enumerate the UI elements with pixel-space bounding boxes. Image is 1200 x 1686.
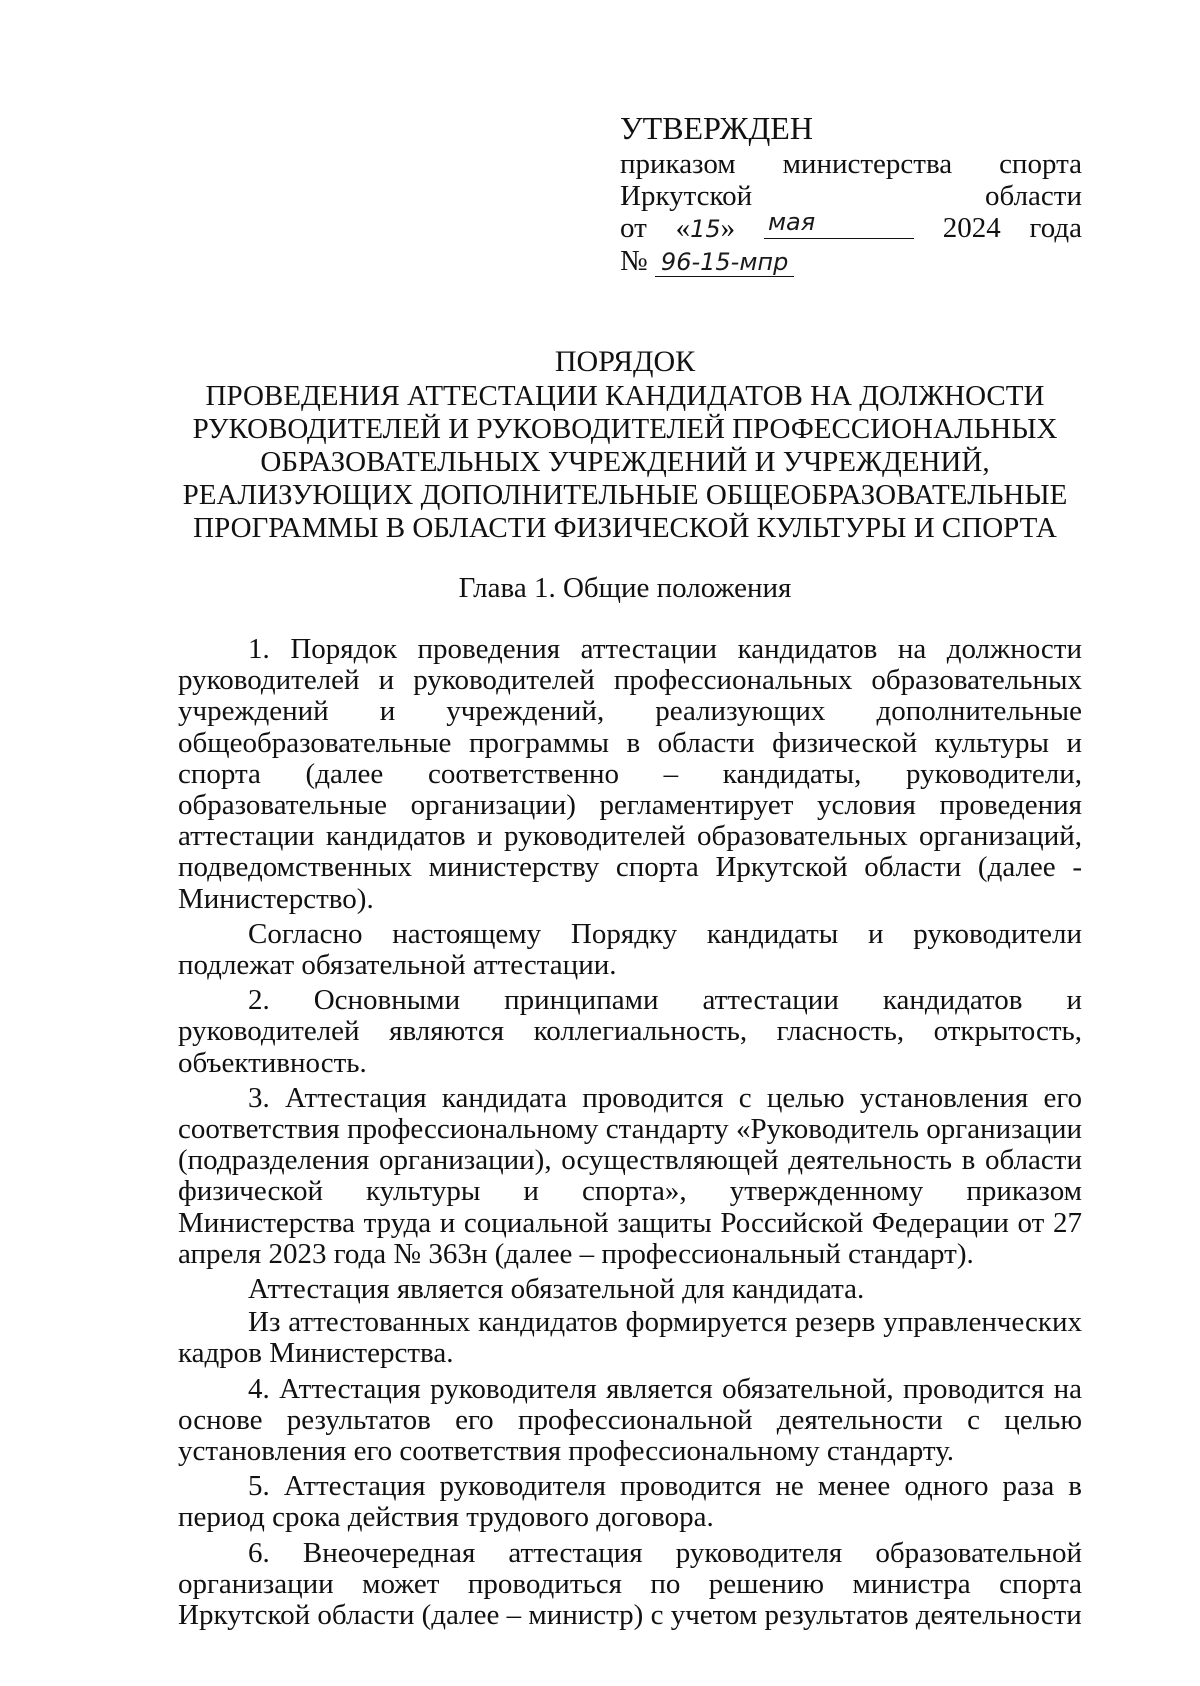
handwritten-number: 96-15-мпр [655,248,794,277]
paragraph: 4. Аттестация руководителя является обязательной, проводится на основе результатов его профессиональной деятельности с целью установления его соответствия профессиональному стандарту. [178,1372,1082,1468]
date-month-blank [764,208,914,239]
quote-close: » [720,212,736,244]
approval-word: области [985,180,1082,212]
approval-line-2 [620,180,1082,212]
title-line: ПРОВЕДЕНИЯ АТТЕСТАЦИИ КАНДИДАТОВ НА ДОЛЖНОСТИ [205,380,1045,412]
number-prefix: № [620,245,648,277]
approval-word: Иркутской [620,180,753,212]
handwritten-day: 15 [690,215,721,243]
document-title [175,345,1075,545]
title-line: ПРОГРАММЫ В ОБЛАСТИ ФИЗИЧЕСКОЙ КУЛЬТУРЫ И СПОРТА [193,512,1057,544]
approval-stamp [620,112,1082,278]
date-day-group [676,212,736,245]
paragraph: 2. Основными принципами аттестации кандидатов и руководителей являются коллегиальность, гласность, открытость, объективность. [178,984,1082,1079]
title-line: РЕАЛИЗУЮЩИХ ДОПОЛНИТЕЛЬНЫЕ ОБЩЕОБРАЗОВАТЕЛЬНЫЕ [182,479,1068,511]
paragraph: 6. Внеочередная аттестация руководителя образовательной организации может проводиться по решению министра спорта Иркутской области (далее – министр) с учетом результатов деятельности [178,1536,1082,1632]
approval-word: министерства [782,148,953,180]
approval-word: спорта [999,148,1082,180]
approval-word: приказом [620,148,736,180]
paragraph: Из аттестованных кандидатов формируется резерв управленческих кадров Министерства. [178,1306,1082,1370]
date-year: 2024 [942,212,1001,244]
title-line: ОБРАЗОВАТЕЛЬНЫХ УЧРЕЖДЕНИЙ И УЧРЕЖДЕНИЙ, [260,446,990,478]
approval-date-line [620,208,1082,245]
chapter-heading: Глава 1. Общие положения [458,572,792,604]
paragraph: Аттестация является обязательной для кандидата. [248,1273,865,1306]
date-suffix: года [1029,212,1082,244]
paragraph: 3. Аттестация кандидата проводится с целью установления его соответствия профессиональному стандарту «Руководитель организации (подразделения организации), осуществляющей деятельность в области физической культуры и спорта», утвержденному приказом Министерства труда и социальной защиты Российской Федерации от 27 апреля 2023 года № 363н (далее – профессиональный стандарт). [178,1081,1082,1270]
approval-line-1 [620,148,1082,180]
handwritten-month: мая [767,208,816,236]
paragraph: 1. Порядок проведения аттестации кандидатов на должности руководителей и руководителей профессиональных образовательных учреждений и учреждений, реализующих дополнительные общеобразовательные программы в области физической культуры и спорта (далее соответственно – кандидаты, руководители, образовательные организации) регламентирует условия проведения аттестации кандидатов и руководителей образовательных организаций, подведомственных министерству спорта Иркутской области (далее - Министерство). [178,633,1082,915]
title-main: ПОРЯДОК [554,345,696,378]
paragraph: Согласно настоящему Порядку кандидаты и руководители подлежат обязательной аттестации. [178,917,1082,982]
quote-open: « [675,212,691,244]
paragraph: 5. Аттестация руководителя проводится не менее одного раза в период срока действия трудового договора. [178,1470,1082,1534]
date-prefix: от [620,212,647,244]
title-line: РУКОВОДИТЕЛЕЙ И РУКОВОДИТЕЛЕЙ ПРОФЕССИОНАЛЬНЫХ [192,413,1058,445]
approval-number-line [620,245,1082,278]
approval-heading: УТВЕРЖДЕН [620,110,813,146]
document-body [178,634,1082,1635]
